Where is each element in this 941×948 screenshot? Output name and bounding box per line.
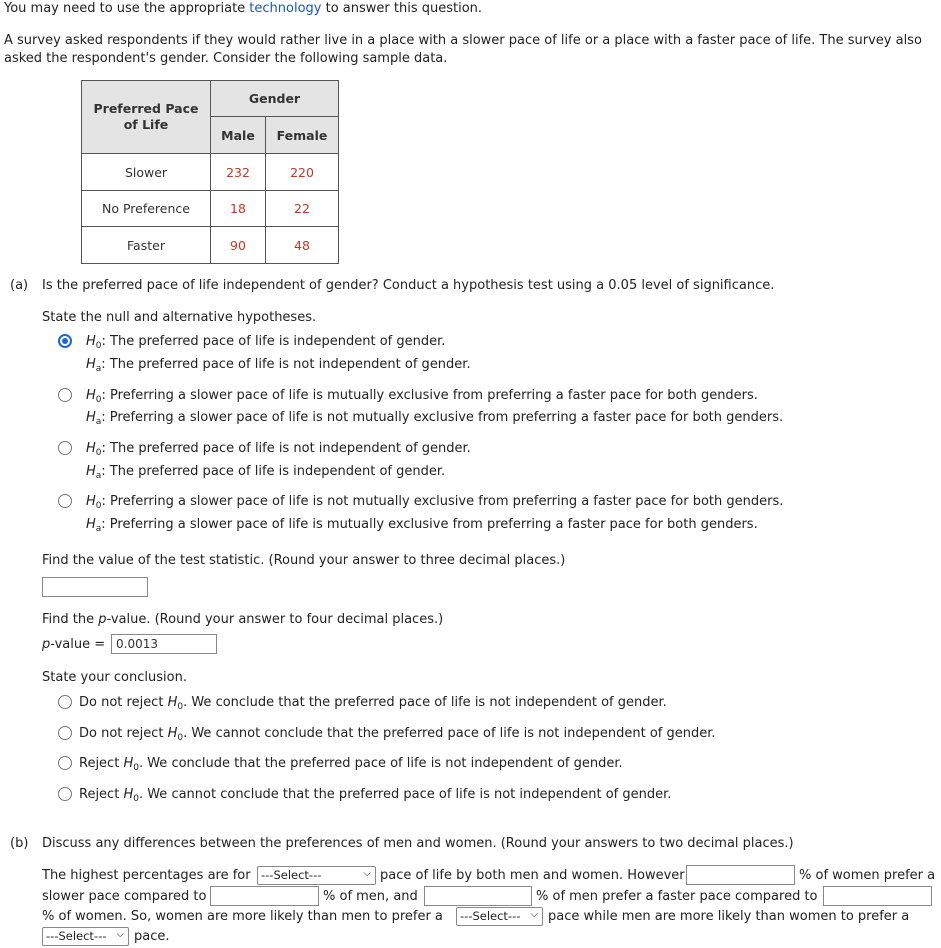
table-row xyxy=(82,191,339,227)
intro-suffix: to answer this question. xyxy=(321,1,483,16)
table-row xyxy=(82,227,339,264)
conclusion-option-1: Do not reject $H_0$. We conclude that the preferred pace of life is not independent of gender. xyxy=(79,695,667,712)
row-label: No Preference xyxy=(82,191,211,227)
hypothesis-radio-3[interactable] xyxy=(58,441,72,455)
intro-text xyxy=(4,1,482,16)
hypothesis-option-4-ha: $H_a$: Preferring a slower pace of life is mutually exclusive from preferring a faster pace for both genders. xyxy=(86,517,758,534)
gender-header: Gender xyxy=(211,81,339,117)
conclusion-radio-3[interactable] xyxy=(58,756,72,770)
problem-line-2: asked the respondent's gender. Consider the following sample data. xyxy=(4,51,448,66)
female-value: 220 xyxy=(266,154,339,191)
pvalue-prompt: Find the p-value. (Round your answer to four decimal places.) xyxy=(42,612,444,627)
women-faster-percent-input[interactable] xyxy=(823,886,932,906)
hypothesis-option-3-ha: $H_a$: The preferred pace of life is independent of gender. xyxy=(86,464,446,481)
test-statistic-input[interactable] xyxy=(42,577,148,597)
part-b-text-5: % of men, and xyxy=(323,889,418,904)
table-row xyxy=(82,154,339,191)
part-b-text-9: pace. xyxy=(134,929,170,944)
part-b-text-4: slower pace compared to xyxy=(42,889,207,904)
pvalue-input[interactable]: 0.0013 xyxy=(111,634,217,654)
hypothesis-option-1-ha: $H_a$: The preferred pace of life is not independent of gender. xyxy=(86,357,471,374)
conclusion-option-2: Do not reject $H_0$. We cannot conclude that the preferred pace of life is not independent of gender. xyxy=(79,726,716,743)
part-a-question: Is the preferred pace of life independent of gender? Conduct a hypothesis test using a 0.05 level of significance. xyxy=(42,278,775,293)
part-b-text-7: % of women. So, women are more likely than men to prefer a xyxy=(42,909,443,924)
pace-select-3[interactable]: ---Select--- ⌵ xyxy=(42,927,129,946)
female-value: 22 xyxy=(266,191,339,227)
hypothesis-option-2-ha: $H_a$: Preferring a slower pace of life is not mutually exclusive from preferring a faster pace for both genders. xyxy=(86,410,784,427)
chevron-down-icon: ⌵ xyxy=(530,909,538,920)
female-value: 48 xyxy=(266,227,339,264)
male-value: 90 xyxy=(211,227,266,264)
part-b-label: (b) xyxy=(10,836,29,851)
part-b-text-2: pace of life by both men and women. However xyxy=(380,868,685,883)
male-value: 18 xyxy=(211,191,266,227)
part-b-text-3: % of women prefer a xyxy=(799,868,936,883)
technology-link[interactable]: technology xyxy=(249,1,322,16)
hypothesis-option-1-h0: $H_0$: The preferred pace of life is independent of gender. xyxy=(86,334,446,351)
conclusion-radio-1[interactable] xyxy=(58,695,72,709)
men-slower-percent-input[interactable] xyxy=(210,886,319,906)
row-label: Faster xyxy=(82,227,211,264)
hypothesis-radio-4[interactable] xyxy=(58,494,72,508)
part-b-text-8: pace while men are more likely than women to prefer a xyxy=(548,909,910,924)
pace-select-2[interactable]: ---Select--- ⌵ xyxy=(456,907,543,926)
conclusion-prompt: State your conclusion. xyxy=(42,670,187,685)
female-header: Female xyxy=(266,117,339,154)
row-header: Preferred Pace of Life xyxy=(82,81,211,154)
hypothesis-option-2-h0: $H_0$: Preferring a slower pace of life is mutually exclusive from preferring a faster pace for both genders. xyxy=(86,388,758,405)
intro-prefix: You may need to use the appropriate xyxy=(4,1,250,16)
pace-select-1[interactable]: ---Select--- ⌵ xyxy=(257,866,376,885)
conclusion-option-4: Reject $H_0$. We cannot conclude that the preferred pace of life is not independent of gender. xyxy=(79,787,672,804)
male-value: 232 xyxy=(211,154,266,191)
part-b-text-6: % of men prefer a faster pace compared to xyxy=(536,889,818,904)
hypothesis-radio-1[interactable] xyxy=(58,334,72,348)
conclusion-option-3: Reject $H_0$. We conclude that the preferred pace of life is not independent of gender. xyxy=(79,756,623,773)
chevron-down-icon: ⌵ xyxy=(116,929,124,940)
male-header: Male xyxy=(211,117,266,154)
conclusion-radio-2[interactable] xyxy=(58,726,72,740)
chevron-down-icon: ⌵ xyxy=(363,868,371,879)
part-a-label: (a) xyxy=(10,278,29,293)
part-b-text-1: The highest percentages are for xyxy=(42,868,251,883)
hypothesis-radio-2[interactable] xyxy=(58,388,72,402)
hypothesis-option-4-h0: $H_0$: Preferring a slower pace of life is not mutually exclusive from preferring a faster pace for both genders. xyxy=(86,494,784,511)
pvalue-label: p-value = xyxy=(42,637,106,652)
state-hypotheses-prompt: State the null and alternative hypotheses. xyxy=(42,310,317,325)
conclusion-radio-4[interactable] xyxy=(58,787,72,801)
problem-line-1: A survey asked respondents if they would rather live in a place with a slower pace of life or a place with a faster pace of life. The survey also xyxy=(4,33,922,48)
row-label: Slower xyxy=(82,154,211,191)
women-slower-percent-input[interactable] xyxy=(686,865,795,885)
test-statistic-prompt: Find the value of the test statistic. (Round your answer to three decimal places.) xyxy=(42,553,566,568)
part-b-question: Discuss any differences between the preferences of men and women. (Round your answers to two decimal places.) xyxy=(42,836,794,851)
hypothesis-option-3-h0: $H_0$: The preferred pace of life is not independent of gender. xyxy=(86,441,471,458)
data-table xyxy=(81,80,339,264)
men-faster-percent-input[interactable] xyxy=(424,886,532,906)
